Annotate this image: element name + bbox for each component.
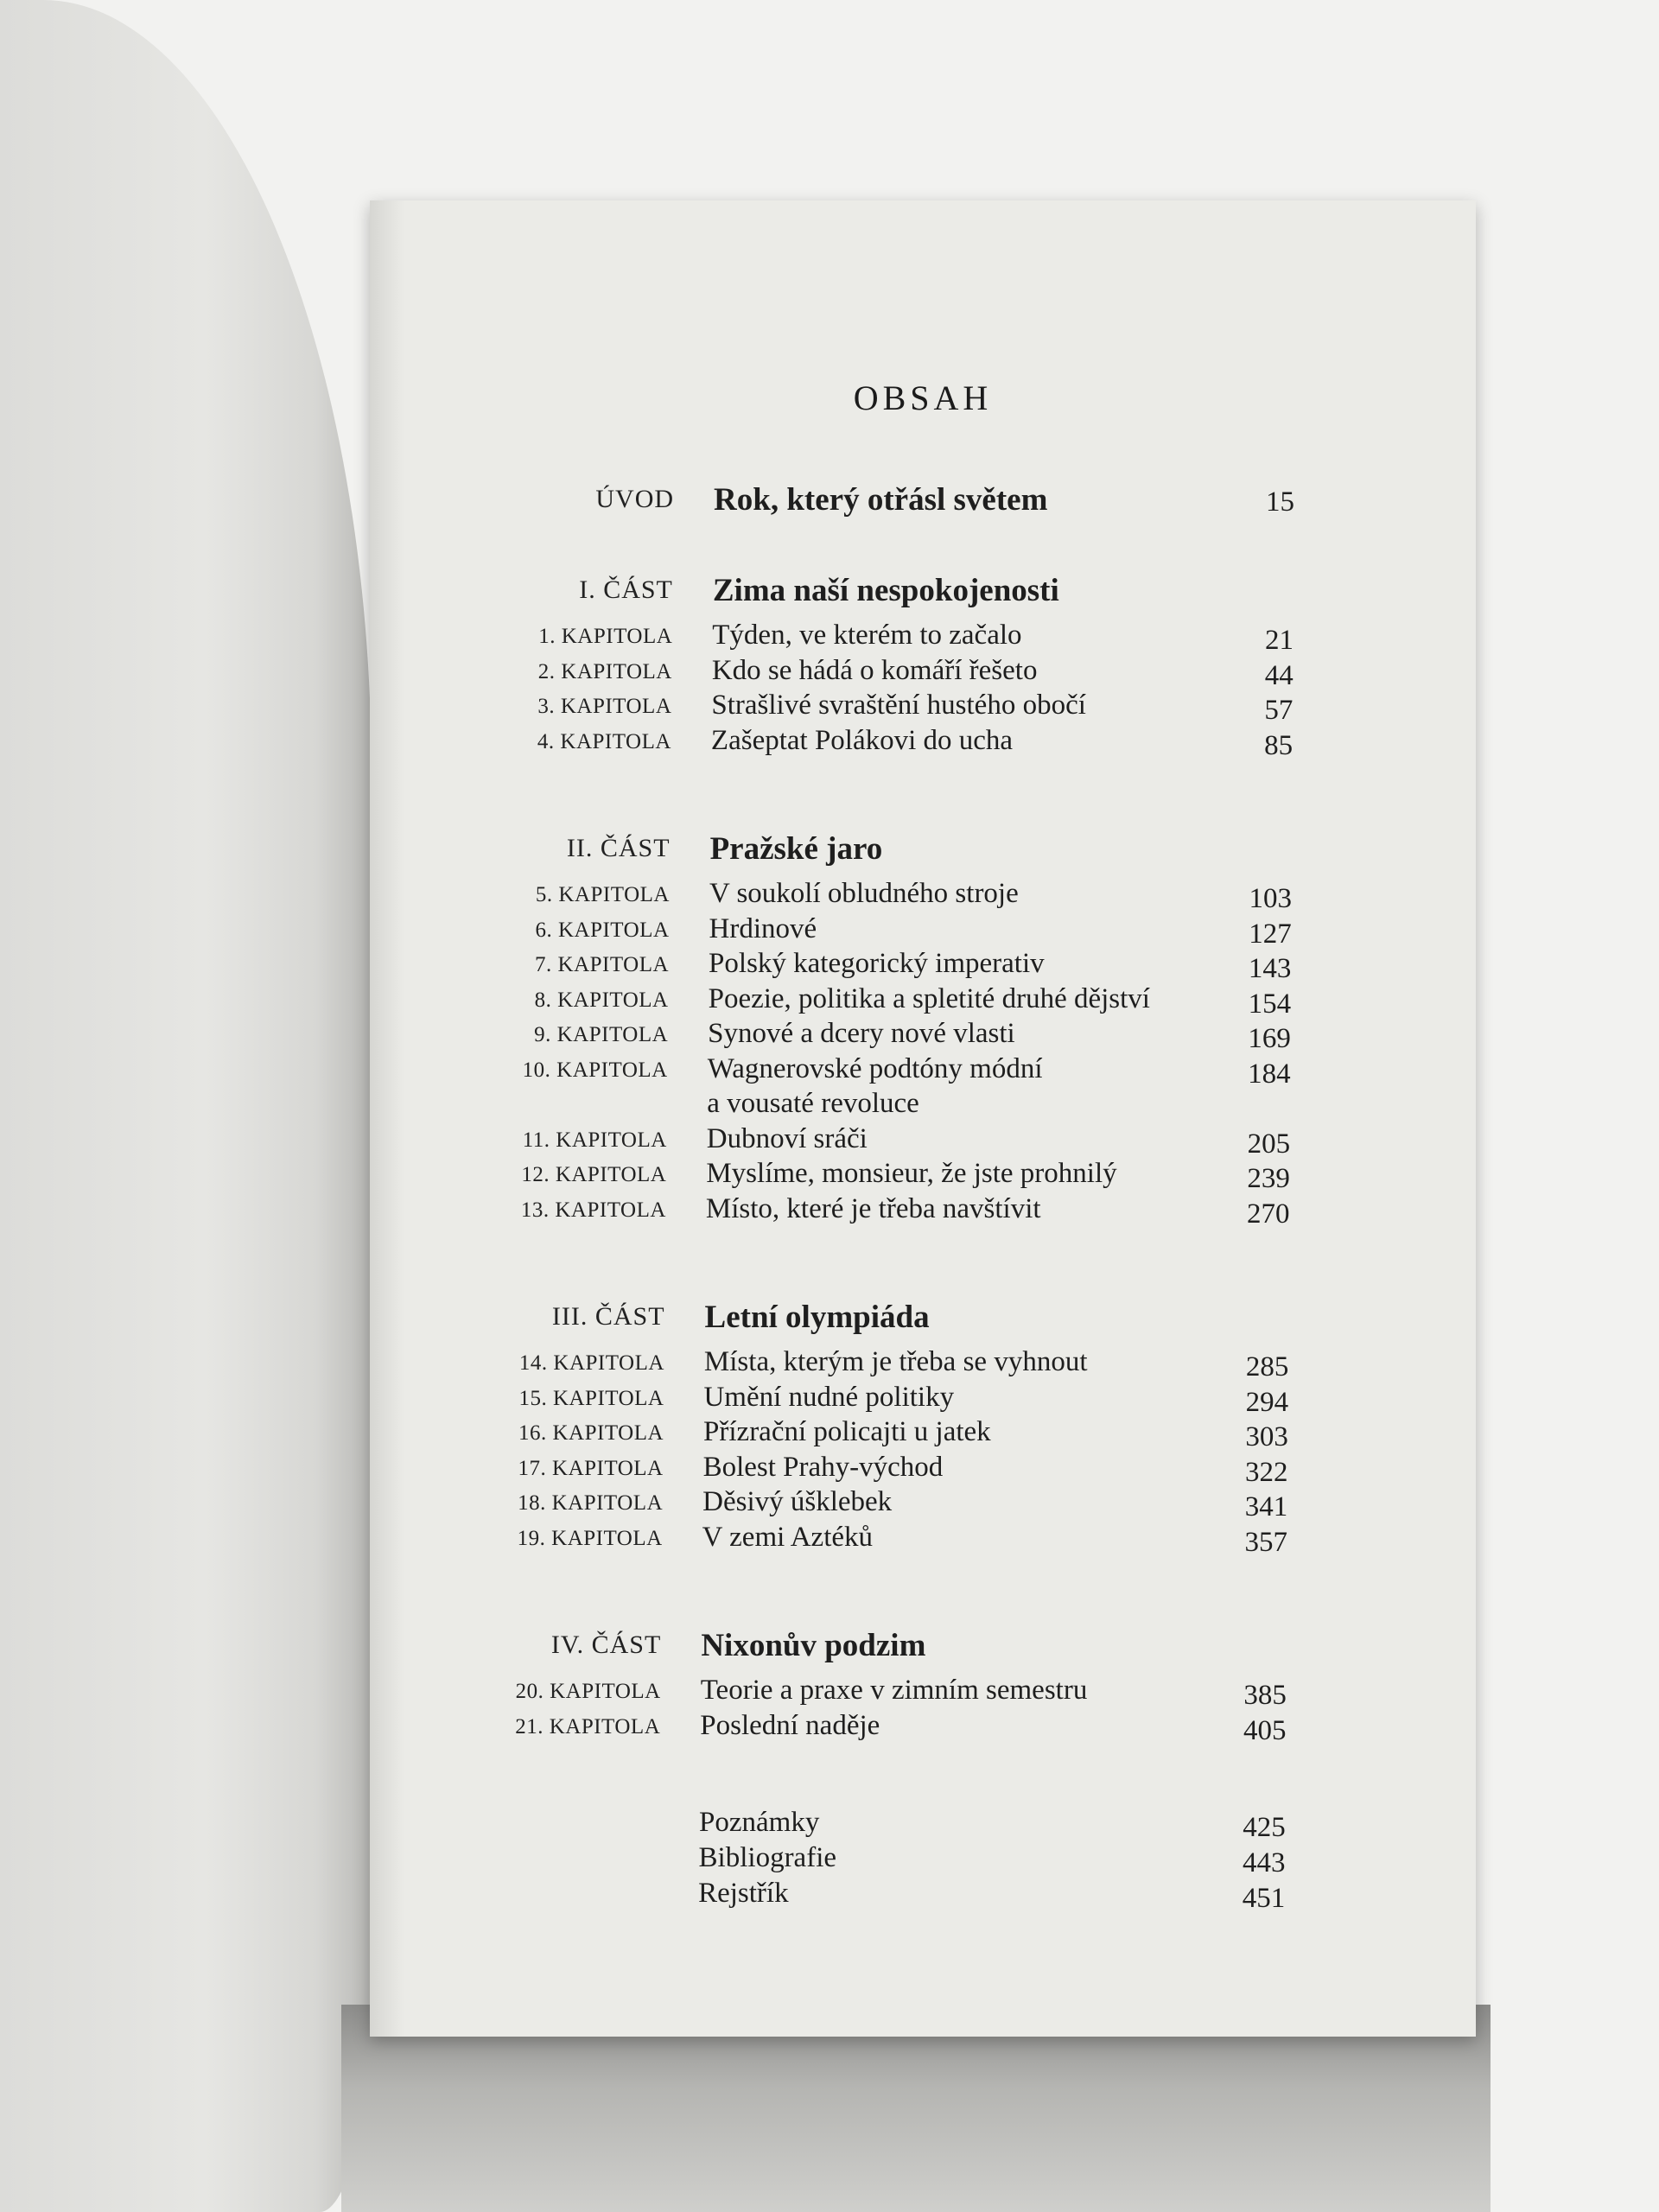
page-number: 270 (1247, 1198, 1290, 1230)
page-number: 341 (1244, 1491, 1288, 1522)
entry-label: 6. KAPITOLA (535, 918, 670, 942)
page-number: 425 (1243, 1812, 1286, 1843)
chapter-title: Děsivý úšklebek (702, 1486, 893, 1517)
entry-label: 12. KAPITOLA (521, 1163, 667, 1186)
part-title: Zima naší nespokojenosti (712, 573, 1059, 608)
toc-chapter-row[interactable] (370, 1675, 1407, 1709)
chapter-title: Týden, ve kterém to začalo (712, 620, 1022, 651)
toc-chapter-row[interactable] (370, 1193, 1407, 1228)
entry-label: 21. KAPITOLA (515, 1714, 661, 1738)
chapter-title: Teorie a praxe v zimním semestru (700, 1675, 1088, 1706)
page-number: 385 (1243, 1680, 1287, 1711)
toc-back-matter-row[interactable] (370, 1807, 1407, 1841)
entry-label: 16. KAPITOLA (518, 1421, 664, 1445)
chapter-title: Poslední naděje (700, 1709, 880, 1741)
page-number: 239 (1247, 1163, 1290, 1194)
toc-chapter-row[interactable] (370, 948, 1407, 982)
book-page (370, 200, 1476, 2037)
back-matter-title: Rejstřík (698, 1878, 789, 1909)
chapter-title: Dubnoví sráči (706, 1122, 868, 1154)
page-number: 443 (1243, 1847, 1286, 1878)
part-title: Nixonův podzim (701, 1628, 926, 1663)
page-number: 44 (1264, 659, 1294, 691)
toc-part-heading[interactable] (370, 830, 1407, 865)
entry-label: ÚVOD (595, 485, 675, 513)
part-title: Letní olympiáda (704, 1300, 930, 1335)
chapter-title: Poezie, politika a spletité druhé dějství (708, 982, 1150, 1014)
toc-part-heading[interactable] (370, 1627, 1407, 1662)
chapter-title: Polský kategorický imperativ (709, 948, 1045, 979)
back-matter-title: Bibliografie (698, 1842, 837, 1873)
toc-chapter-row[interactable] (370, 1123, 1407, 1158)
entry-label: 18. KAPITOLA (518, 1491, 664, 1515)
toc-chapter-row[interactable] (370, 913, 1407, 948)
toc-chapter-row[interactable] (370, 1416, 1407, 1451)
chapter-title: Bolest Prahy-východ (702, 1451, 944, 1483)
toc-chapter-row[interactable] (370, 690, 1407, 724)
page-number: 357 (1244, 1526, 1287, 1558)
toc-back-matter-row[interactable] (370, 1878, 1407, 1912)
entry-label: 8. KAPITOLA (534, 988, 669, 1012)
toc-chapter-row[interactable] (370, 878, 1407, 912)
page-number: 15 (1266, 486, 1295, 518)
toc-back-matter-row[interactable] (370, 1842, 1407, 1877)
entry-label: 14. KAPITOLA (518, 1351, 664, 1375)
entry-label: 10. KAPITOLA (522, 1058, 668, 1082)
toc-chapter-row[interactable] (370, 1346, 1407, 1381)
toc-chapter-row-continued[interactable] (370, 1088, 1407, 1122)
toc-part-heading[interactable] (370, 572, 1407, 607)
page-number: 127 (1249, 918, 1292, 950)
entry-label: 1. KAPITOLA (538, 625, 673, 648)
entry-label: 19. KAPITOLA (517, 1526, 663, 1550)
page-number: 85 (1264, 729, 1294, 761)
page-number: 143 (1248, 953, 1292, 984)
toc-chapter-row[interactable] (370, 1018, 1407, 1052)
chapter-title-continued: a vousaté revoluce (707, 1088, 919, 1119)
entry-label: 13. KAPITOLA (520, 1198, 666, 1222)
page-number: 322 (1245, 1456, 1288, 1488)
entry-label: 15. KAPITOLA (518, 1386, 664, 1410)
chapter-title: Synové a dcery nové vlasti (708, 1018, 1015, 1049)
page-number: 154 (1248, 988, 1292, 1020)
entry-label: 20. KAPITOLA (515, 1680, 661, 1703)
chapter-title: Strašlivé svraštění hustého obočí (711, 690, 1086, 721)
page-number: 169 (1248, 1023, 1291, 1054)
page-number: 451 (1242, 1883, 1286, 1914)
chapter-title: V soukolí obludného stroje (709, 878, 1019, 909)
page-number: 103 (1249, 883, 1292, 914)
entry-label: I. ČÁST (579, 575, 673, 604)
left-page (0, 0, 372, 2212)
chapter-title: Myslíme, monsieur, že jste prohnilý (706, 1158, 1117, 1189)
toc-chapter-row[interactable] (370, 1382, 1407, 1416)
page-title: OBSAH (853, 378, 993, 417)
part-title: Pražské jaro (709, 831, 883, 867)
page-number: 294 (1245, 1386, 1289, 1418)
entry-label: 2. KAPITOLA (537, 659, 672, 683)
entry-label: 9. KAPITOLA (534, 1023, 669, 1046)
toc-chapter-row[interactable] (370, 725, 1407, 760)
page-number: 184 (1248, 1058, 1291, 1090)
entry-label: IV. ČÁST (550, 1630, 662, 1659)
page-number: 303 (1245, 1421, 1288, 1452)
entry-label: 5. KAPITOLA (535, 883, 670, 906)
entry-label: 11. KAPITOLA (522, 1128, 667, 1152)
chapter-title: Hrdinové (709, 912, 817, 944)
toc-chapter-row[interactable] (370, 655, 1407, 690)
toc-chapter-row[interactable] (370, 1522, 1407, 1556)
chapter-title: Místo, které je třeba navštívit (705, 1192, 1041, 1224)
toc-chapter-row[interactable] (370, 1710, 1407, 1745)
entry-label: 3. KAPITOLA (537, 695, 672, 718)
page-number: 57 (1264, 695, 1294, 726)
page-number: 285 (1245, 1351, 1289, 1382)
entry-label: III. ČÁST (551, 1302, 665, 1331)
page-number: 21 (1264, 625, 1294, 656)
toc-chapter-row[interactable] (370, 1486, 1407, 1521)
chapter-title: Přízrační policajti u jatek (703, 1416, 991, 1447)
chapter-title: Zašeptat Polákovi do ucha (710, 724, 1014, 756)
back-matter-title: Poznámky (699, 1807, 820, 1838)
toc-chapter-row[interactable] (370, 620, 1407, 654)
entry-label: II. ČÁST (566, 834, 671, 862)
toc-part-heading[interactable] (370, 1299, 1407, 1333)
entry-label: 4. KAPITOLA (537, 729, 671, 753)
page-number: 405 (1243, 1714, 1287, 1746)
chapter-title: Umění nudné politiky (703, 1381, 955, 1413)
entry-label: 7. KAPITOLA (535, 953, 670, 976)
chapter-title: Kdo se hádá o komáří řešeto (711, 654, 1038, 686)
intro-title: Rok, který otřásl světem (714, 482, 1048, 518)
toc-chapter-row[interactable] (370, 1158, 1407, 1192)
chapter-title: Wagnerovské podtóny módní (707, 1052, 1043, 1084)
toc-chapter-row[interactable] (370, 1053, 1407, 1088)
chapter-title: Místa, kterým je třeba se vyhnout (703, 1346, 1088, 1377)
page-number: 205 (1247, 1128, 1291, 1160)
toc-chapter-row[interactable] (370, 1452, 1407, 1486)
chapter-title: V zemi Aztéků (702, 1521, 874, 1553)
entry-label: 17. KAPITOLA (518, 1456, 664, 1480)
toc-intro-row[interactable] (370, 481, 1407, 516)
toc-chapter-row[interactable] (370, 983, 1407, 1018)
